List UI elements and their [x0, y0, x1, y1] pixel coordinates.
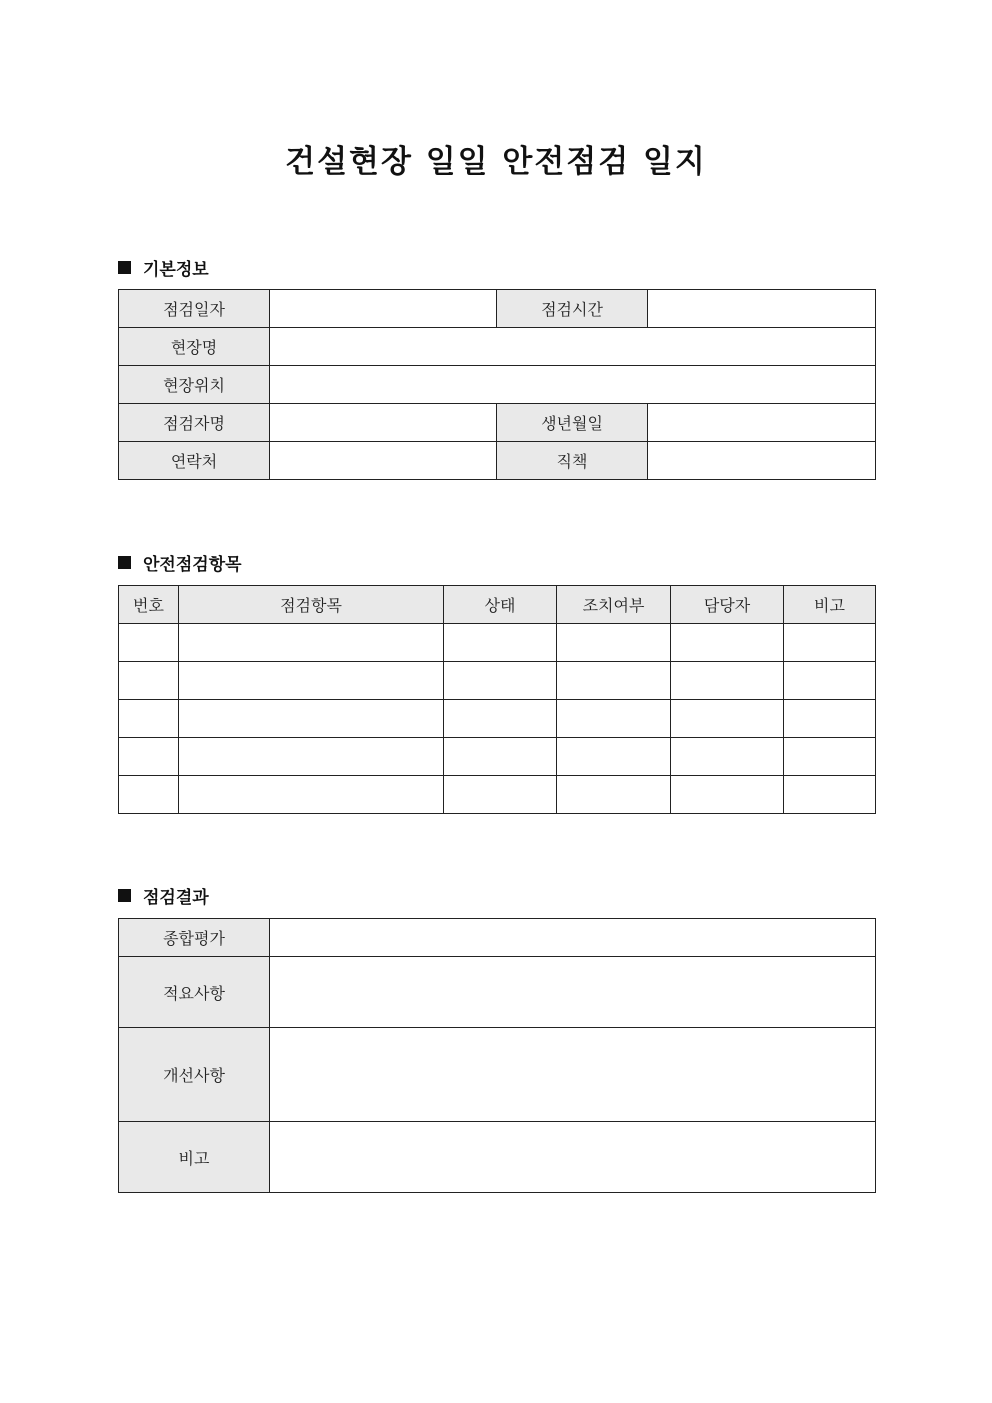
table-row — [119, 738, 876, 776]
document-title: 건설현장 일일 안전점검 일지 — [285, 144, 707, 180]
cell-status[interactable] — [444, 738, 557, 776]
result-table — [118, 918, 876, 1193]
col-header-number: 번호 — [119, 586, 179, 624]
field-position[interactable] — [648, 442, 876, 480]
table-row — [119, 662, 876, 700]
cell-action[interactable] — [557, 776, 671, 814]
field-inspection-time[interactable] — [648, 290, 876, 328]
cell-manager[interactable] — [671, 738, 784, 776]
section-heading-items — [118, 550, 242, 575]
label-inspection-time: 점검시간 — [497, 290, 648, 328]
field-site-name[interactable] — [270, 328, 876, 366]
label-notes: 적요사항 — [119, 957, 270, 1028]
cell-action[interactable] — [557, 624, 671, 662]
cell-action[interactable] — [557, 738, 671, 776]
square-bullet-icon — [118, 556, 131, 569]
label-site-name: 현장명 — [119, 328, 270, 366]
field-contact[interactable] — [270, 442, 497, 480]
safety-items-table — [118, 585, 876, 814]
cell-status[interactable] — [444, 700, 557, 738]
label-inspection-date: 점검일자 — [119, 290, 270, 328]
col-header-remarks: 비고 — [784, 586, 876, 624]
cell-number[interactable] — [119, 776, 179, 814]
square-bullet-icon — [118, 889, 131, 902]
table-row — [119, 700, 876, 738]
field-notes[interactable] — [270, 957, 876, 1028]
label-inspector-name: 점검자명 — [119, 404, 270, 442]
field-site-location[interactable] — [270, 366, 876, 404]
cell-item[interactable] — [179, 776, 444, 814]
cell-status[interactable] — [444, 776, 557, 814]
section-heading-text: 점검결과 — [143, 888, 209, 908]
section-heading-text: 안전점검항목 — [143, 555, 242, 575]
cell-number[interactable] — [119, 662, 179, 700]
field-inspection-date[interactable] — [270, 290, 497, 328]
cell-item[interactable] — [179, 624, 444, 662]
cell-manager[interactable] — [671, 624, 784, 662]
label-position: 직책 — [497, 442, 648, 480]
col-header-item: 점검항목 — [179, 586, 444, 624]
square-bullet-icon — [118, 261, 131, 274]
col-header-status: 상태 — [444, 586, 557, 624]
label-remarks: 비고 — [119, 1122, 270, 1193]
cell-number[interactable] — [119, 738, 179, 776]
section-heading-result — [118, 883, 209, 908]
label-contact: 연락처 — [119, 442, 270, 480]
cell-item[interactable] — [179, 700, 444, 738]
cell-remarks[interactable] — [784, 624, 876, 662]
field-remarks[interactable] — [270, 1122, 876, 1193]
label-birth-date: 생년월일 — [497, 404, 648, 442]
table-header-row — [119, 586, 876, 624]
label-overall: 종합평가 — [119, 919, 270, 957]
col-header-manager: 담당자 — [671, 586, 784, 624]
cell-manager[interactable] — [671, 700, 784, 738]
cell-manager[interactable] — [671, 662, 784, 700]
cell-remarks[interactable] — [784, 662, 876, 700]
label-site-location: 현장위치 — [119, 366, 270, 404]
cell-action[interactable] — [557, 662, 671, 700]
table-row — [119, 776, 876, 814]
cell-number[interactable] — [119, 700, 179, 738]
basic-info-table — [118, 289, 876, 480]
section-heading-basic — [118, 255, 209, 280]
cell-status[interactable] — [444, 624, 557, 662]
field-improvements[interactable] — [270, 1028, 876, 1122]
cell-manager[interactable] — [671, 776, 784, 814]
label-improvements: 개선사항 — [119, 1028, 270, 1122]
cell-item[interactable] — [179, 738, 444, 776]
section-heading-text: 기본정보 — [143, 260, 209, 280]
table-row — [119, 624, 876, 662]
cell-status[interactable] — [444, 662, 557, 700]
field-inspector-name[interactable] — [270, 404, 497, 442]
cell-item[interactable] — [179, 662, 444, 700]
col-header-action: 조치여부 — [557, 586, 671, 624]
field-birth-date[interactable] — [648, 404, 876, 442]
cell-number[interactable] — [119, 624, 179, 662]
cell-remarks[interactable] — [784, 738, 876, 776]
field-overall[interactable] — [270, 919, 876, 957]
cell-action[interactable] — [557, 700, 671, 738]
cell-remarks[interactable] — [784, 776, 876, 814]
cell-remarks[interactable] — [784, 700, 876, 738]
